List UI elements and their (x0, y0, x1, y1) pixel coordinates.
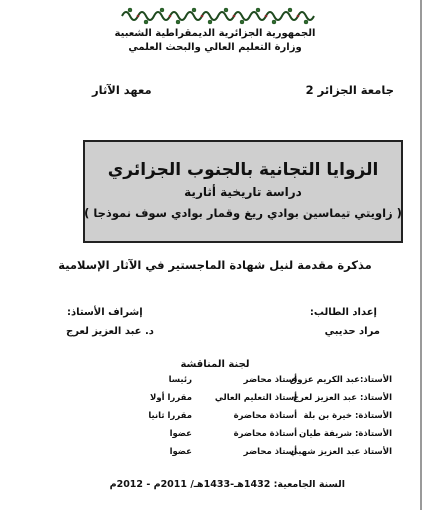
jury-row (112, 393, 392, 407)
jury-title: لجنة المناقشة (180, 359, 250, 370)
supervisor-label: إشراف الأستاذ: (67, 307, 143, 318)
thesis-case-study: ( زاويتي تيماسين بوادي ريغ وقمار بوادي سوف نموذجا ) (84, 206, 402, 220)
jury-member-role: عضوا (169, 429, 192, 439)
jury-member-rank: أستاذة محاضرة (233, 429, 297, 439)
thesis-subtitle: دراسة تاريخية أثارية (184, 185, 302, 199)
academic-year: السنة الجامعية: 1432هـ-1433هـ/ 2011م - 2012م (109, 479, 345, 490)
jury-row (112, 375, 392, 389)
jury-row (112, 447, 392, 461)
jury-row (112, 411, 392, 425)
degree-statement: مذكرة مقدمة لنيل شهادة الماجستير في الآثار الإسلامية (58, 258, 372, 272)
republic-heading: الجمهورية الجزائرية الديمقراطية الشعبية (114, 28, 316, 39)
institute-name: معهد الآثار (92, 83, 152, 97)
jury-member-name: الأستاذ عبد العزيز شهبي (289, 447, 392, 457)
jury-member-role: مقررا أولا (150, 393, 192, 403)
university-name: جامعة الجزائر 2 (305, 83, 394, 97)
jury-member-role: رئيسا (168, 375, 192, 385)
prepared-by-label: إعداد الطالب: (309, 307, 377, 318)
jury-member-rank: أستاذة محاضرة (233, 411, 297, 421)
jury-member-rank: أستاذ محاضر (243, 375, 297, 385)
student-name: مراد حديبي (324, 326, 380, 337)
ministry-heading: وزارة التعليم العالي والبحث العلمي (128, 42, 302, 53)
jury-member-role: عضوا (169, 447, 192, 457)
jury-member-name: الأستاذ: عبد العزيز لعرج (292, 393, 392, 403)
jury-member-name: الأستاذة: شريفة طيان (299, 429, 392, 439)
jury-member-rank: أستاذ التعليم العالي (214, 393, 297, 403)
jury-row (112, 429, 392, 443)
jury-member-name: الأستاذة: خيرة بن بلة (303, 411, 392, 421)
decorative-ornament (118, 6, 318, 26)
jury-member-name: الأستاذ:عبد الكريم عزوق (289, 375, 392, 385)
thesis-title: الزوايا التجانية بالجنوب الجزائري (107, 160, 379, 180)
jury-member-role: مقررا ثانيا (148, 411, 192, 421)
jury-member-rank: أستاذ محاضر (243, 447, 297, 457)
supervisor-name: د. عبد العزيز لعرج (66, 326, 154, 337)
